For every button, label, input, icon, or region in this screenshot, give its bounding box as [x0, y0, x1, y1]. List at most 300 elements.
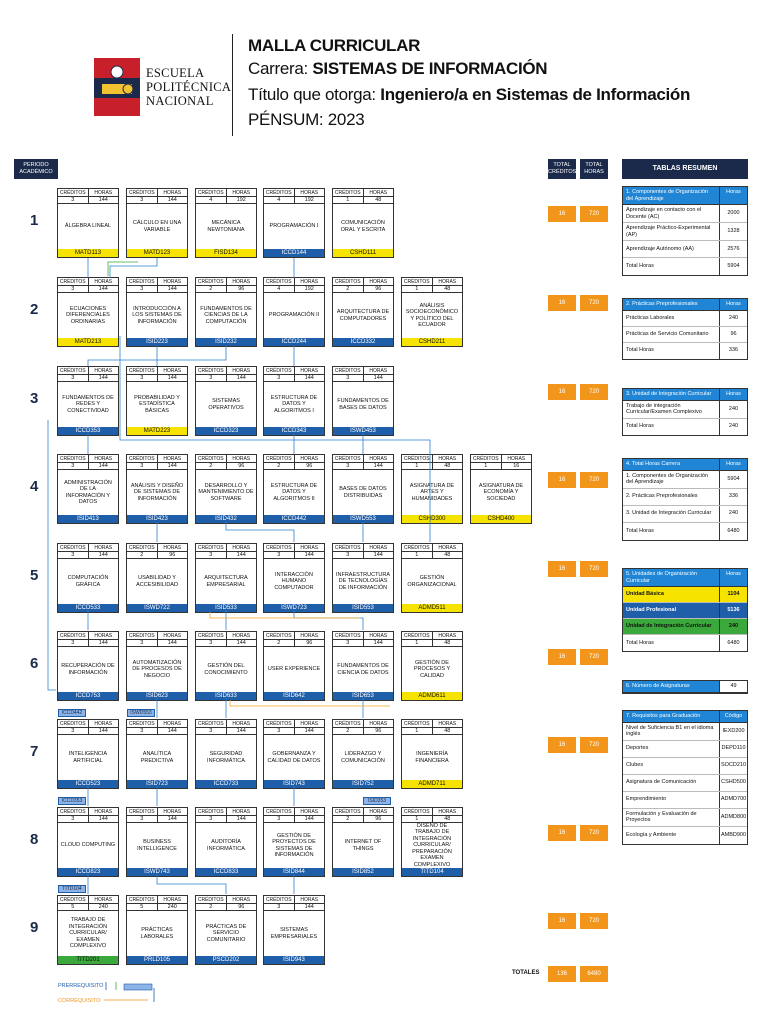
course-name: AUTOMATIZACIÓN DE PROCESOS DE NEGOCIO — [132, 659, 182, 679]
period-total-credits: 16 — [548, 825, 576, 841]
course-credits: 3 — [196, 552, 227, 558]
hours-label: HORAS — [300, 190, 319, 196]
course-code: ISID553 — [333, 604, 393, 612]
course-credits: 2 — [127, 552, 158, 558]
summary-row-value: ADMD700 — [719, 792, 747, 808]
period-total-credits: 16 — [548, 206, 576, 222]
course-code: CSHD400 — [471, 515, 531, 523]
course-name: ARQUITECTURA EMPRESARIAL — [204, 575, 248, 588]
period-total-hours: 720 — [580, 825, 608, 841]
summary-row-value: 240 — [719, 401, 747, 418]
course-card — [263, 895, 325, 965]
course-card — [57, 807, 119, 877]
course-code: ISID633 — [196, 692, 256, 700]
course-card — [401, 631, 463, 701]
course-credits: 3 — [264, 552, 295, 558]
course-credits: 1 — [402, 640, 433, 646]
credits-label: CRÉDITOS — [58, 189, 89, 196]
grand-total-hours: 6480 — [580, 966, 608, 982]
credits-label: CRÉDITOS — [333, 720, 364, 727]
course-credits: 3 — [264, 904, 295, 910]
summary-table-column: Horas — [719, 389, 747, 400]
summary-row-value: 240 — [719, 311, 747, 326]
credits-label: CRÉDITOS — [196, 720, 227, 727]
course-name: ANÁLISIS SOCIOECONÓMICO Y POLÍTICO DEL ECUADOR — [405, 302, 459, 328]
summary-table-column: 49 — [719, 681, 747, 692]
credits-label: CRÉDITOS — [127, 632, 158, 639]
course-code: ISWD723 — [264, 604, 324, 612]
credits-label: CRÉDITOS — [127, 544, 158, 551]
summary-row-label: 2. Prácticas Preprofesionales — [626, 493, 698, 500]
course-name: BUSINESS INTELLIGENCE — [137, 839, 177, 852]
hours-label: HORAS — [300, 545, 319, 551]
summary-table — [622, 298, 748, 360]
summary-table-title: 7. Requisitos para Graduación — [626, 713, 701, 719]
credits-label: CRÉDITOS — [264, 189, 295, 196]
hours-label: HORAS — [163, 633, 182, 639]
course-credits: 2 — [333, 816, 364, 822]
course-code: ISID723 — [127, 780, 187, 788]
course-code: ISID844 — [264, 868, 324, 876]
summary-row-value: 240 — [719, 506, 747, 522]
course-credits: 2 — [196, 286, 227, 292]
course-hours: 144 — [167, 286, 177, 292]
course-hours: 144 — [167, 816, 177, 822]
hours-label: HORAS — [94, 456, 113, 462]
period-total-credits: 16 — [548, 295, 576, 311]
course-name: USABILIDAD Y ACCESIBILIDAD — [136, 575, 178, 588]
course-card — [263, 454, 325, 524]
course-name: FUNDAMENTOS DE BASES DE DATOS — [337, 398, 389, 411]
course-credits: 2 — [196, 904, 227, 910]
hours-label: HORAS — [232, 279, 251, 285]
period-total-hours: 720 — [580, 649, 608, 665]
course-card — [195, 366, 257, 436]
course-code: ISID232 — [196, 338, 256, 346]
course-credits: 1 — [333, 197, 364, 203]
course-name: PROGRAMACIÓN I — [269, 223, 319, 230]
course-hours: 96 — [375, 816, 382, 822]
hours-label: HORAS — [369, 279, 388, 285]
hours-label: HORAS — [369, 809, 388, 815]
period-number: 7 — [30, 743, 39, 760]
course-name: PROGRAMACIÓN II — [268, 312, 320, 319]
credits-label: CRÉDITOS — [264, 544, 295, 551]
summary-row-label: Total Horas — [626, 527, 654, 534]
course-card — [195, 631, 257, 701]
course-credits: 3 — [333, 640, 364, 646]
course-hours: 144 — [167, 640, 177, 646]
summary-table-column: Horas — [719, 459, 747, 470]
hours-label: HORAS — [94, 633, 113, 639]
course-credits: 3 — [58, 375, 89, 381]
institution-name — [146, 66, 231, 108]
course-card — [57, 895, 119, 965]
course-credits: 3 — [264, 375, 295, 381]
course-code: ADMD511 — [402, 604, 462, 612]
course-hours: 144 — [373, 552, 383, 558]
course-credits: 1 — [402, 286, 433, 292]
course-card — [126, 454, 188, 524]
header-divider — [232, 34, 233, 136]
hours-label: HORAS — [163, 456, 182, 462]
course-code: CSHD300 — [402, 515, 462, 523]
course-hours: 144 — [304, 375, 314, 381]
course-hours: 240 — [167, 904, 177, 910]
prerequisite-tag: TITD104 — [58, 885, 86, 893]
period-number: 2 — [30, 301, 39, 318]
course-credits: 3 — [58, 463, 89, 469]
credits-label: CRÉDITOS — [402, 720, 433, 727]
period-total-credits: 16 — [548, 472, 576, 488]
credits-label: CRÉDITOS — [196, 367, 227, 374]
course-code: CSHD111 — [333, 249, 393, 257]
course-hours: 144 — [98, 375, 108, 381]
course-code: TITD104 — [402, 868, 462, 876]
course-card — [263, 366, 325, 436]
course-card — [263, 807, 325, 877]
course-name: GESTIÓN DE PROYECTOS DE SISTEMAS DE INFORMACIÓN — [272, 832, 316, 858]
period-total-credits: 16 — [548, 561, 576, 577]
course-code: ISWD553 — [333, 515, 393, 523]
course-name: GESTIÓN DE PROCESOS Y CALIDAD — [413, 659, 451, 679]
credits-label: CRÉDITOS — [127, 808, 158, 815]
course-card — [126, 543, 188, 613]
course-code: ISID943 — [264, 956, 324, 964]
course-credits: 1 — [402, 816, 433, 822]
logo-line-1: ESCUELA — [146, 66, 205, 80]
credits-label: CRÉDITOS — [402, 455, 433, 462]
credits-label: CRÉDITOS — [196, 896, 227, 903]
summary-row-value: 336 — [719, 489, 747, 505]
course-hours: 96 — [238, 286, 245, 292]
course-name: DESARROLLO Y MANTENIMIENTO DE SOFTWARE — [198, 482, 254, 502]
summary-row-value: 96 — [719, 327, 747, 342]
summary-row-value: 5904 — [719, 258, 747, 275]
summary-row-label: 3. Unidad de Integración Curricular — [626, 510, 712, 517]
course-code: ICCD733 — [196, 780, 256, 788]
period-number: 6 — [30, 655, 39, 672]
course-name: PROBABILIDAD Y ESTADÍSTICA BÁSICAS — [134, 394, 180, 414]
course-card — [126, 631, 188, 701]
course-card — [332, 188, 394, 258]
hours-label: HORAS — [369, 368, 388, 374]
summary-row-value: 336 — [719, 343, 747, 359]
hours-label: HORAS — [163, 721, 182, 727]
summary-row-label: Unidad Básica — [626, 591, 664, 598]
course-hours: 144 — [98, 640, 108, 646]
hours-label: HORAS — [94, 721, 113, 727]
course-name: DISEÑO DE TRABAJO DE INTEGRACIÓN CURRICULAR/ PREPARACIÓN EXAMEN COMPLEXIVO — [412, 822, 452, 868]
course-name: ASIGNATURA DE ECONOMÍA Y SOCIEDAD — [478, 482, 524, 502]
totals-label: TOTALES — [512, 970, 540, 976]
course-hours: 96 — [169, 552, 176, 558]
course-code: ISID743 — [264, 780, 324, 788]
course-name: GOBERNANZA Y CALIDAD DE DATOS — [267, 751, 321, 764]
summary-row-value: 6480 — [719, 635, 747, 651]
summary-table-column: Horas — [719, 569, 747, 586]
hours-label: HORAS — [94, 190, 113, 196]
credits-label: CRÉDITOS — [402, 278, 433, 285]
course-code: ICCD244 — [264, 338, 324, 346]
summary-row-label: Prácticas Laborales — [626, 314, 675, 321]
career-name: SISTEMAS DE INFORMACIÓN — [312, 59, 548, 78]
hours-label: HORAS — [232, 633, 251, 639]
hours-label: HORAS — [300, 456, 319, 462]
course-code: ISWD453 — [333, 427, 393, 435]
summary-table-title: 2. Prácticas Preprofesionales — [626, 301, 698, 307]
grand-total-credits: 136 — [548, 966, 576, 982]
course-code: ICCD442 — [264, 515, 324, 523]
hours-label: HORAS — [163, 809, 182, 815]
course-credits: 3 — [333, 552, 364, 558]
course-credits: 3 — [196, 375, 227, 381]
course-hours: 240 — [98, 904, 108, 910]
course-code: ICCD533 — [58, 604, 118, 612]
summary-row-value: SOCD210 — [719, 758, 747, 774]
summary-row-label: Aprendizaje en contacto con el Docente (AC) — [626, 207, 702, 220]
course-hours: 144 — [304, 816, 314, 822]
summary-table-title: 6. Número de Asignaturas — [626, 683, 690, 689]
course-credits: 1 — [471, 463, 502, 469]
course-hours: 96 — [375, 286, 382, 292]
course-card — [263, 543, 325, 613]
course-card — [57, 366, 119, 436]
course-credits: 3 — [196, 728, 227, 734]
course-hours: 96 — [375, 728, 382, 734]
summary-row-value: 1104 — [719, 587, 747, 602]
credits-label: CRÉDITOS — [264, 896, 295, 903]
course-card — [57, 188, 119, 258]
course-name: GESTIÓN ORGANIZACIONAL — [407, 575, 457, 588]
hours-label: HORAS — [163, 190, 182, 196]
summary-row-label: Total Horas — [626, 423, 654, 430]
course-code: ICCD823 — [58, 868, 118, 876]
course-hours: 48 — [444, 552, 451, 558]
course-hours: 144 — [98, 286, 108, 292]
credits-label: CRÉDITOS — [333, 632, 364, 639]
period-total-credits: 16 — [548, 913, 576, 929]
summary-row-value: CSHD500 — [719, 775, 747, 791]
course-credits: 3 — [127, 286, 158, 292]
hours-label: HORAS — [438, 279, 457, 285]
hours-label: HORAS — [369, 721, 388, 727]
summary-title: TABLAS RESUMEN — [622, 159, 748, 179]
course-credits: 4 — [196, 197, 227, 203]
course-credits: 2 — [333, 728, 364, 734]
course-card — [195, 543, 257, 613]
course-credits: 3 — [58, 640, 89, 646]
hours-label: HORAS — [369, 190, 388, 196]
hours-label: HORAS — [369, 633, 388, 639]
course-name: SISTEMAS OPERATIVOS — [208, 398, 244, 411]
hours-label: HORAS — [232, 190, 251, 196]
course-credits: 1 — [402, 728, 433, 734]
summary-row-label: Clubes — [626, 762, 644, 769]
period-total-hours: 720 — [580, 206, 608, 222]
hours-label: HORAS — [163, 897, 182, 903]
hours-label: HORAS — [300, 897, 319, 903]
course-code: FISD134 — [196, 249, 256, 257]
summary-row-label: Ecología y Ambiente — [626, 831, 677, 838]
course-credits: 3 — [127, 197, 158, 203]
summary-row-value: 240 — [719, 419, 747, 435]
legend-prerequisite: PRERREQUISITO — [58, 983, 104, 989]
course-code: ICCD144 — [264, 249, 324, 257]
course-card — [332, 719, 394, 789]
course-code: ISID642 — [264, 692, 324, 700]
hours-label: HORAS — [232, 721, 251, 727]
course-card — [195, 895, 257, 965]
credits-label: CRÉDITOS — [196, 808, 227, 815]
course-credits: 3 — [333, 375, 364, 381]
course-card — [126, 895, 188, 965]
course-credits: 3 — [127, 728, 158, 734]
course-card — [195, 188, 257, 258]
credits-label: CRÉDITOS — [58, 896, 89, 903]
course-name: INTRODUCCIÓN A LOS SISTEMAS DE INFORMACIÓN — [132, 305, 182, 325]
course-hours: 144 — [373, 375, 383, 381]
course-credits: 2 — [264, 463, 295, 469]
course-name: INTELIGENCIA ARTIFICIAL — [68, 751, 108, 764]
hours-label: HORAS — [232, 456, 251, 462]
summary-row-label: Total Horas — [626, 639, 654, 646]
course-name: RECUPERACIÓN DE INFORMACIÓN — [61, 663, 115, 676]
summary-row-value: 2576 — [719, 241, 747, 257]
summary-row-label: Trabajo de integración Curricular/Examen Complexivo — [626, 402, 702, 415]
course-card — [263, 277, 325, 347]
course-code: ISID533 — [196, 604, 256, 612]
summary-row-label: Nivel de Suficiencia B1 en el idioma inglés — [626, 724, 714, 737]
summary-row-label: Unidad de Integración Curricular — [626, 623, 712, 630]
credits-label: CRÉDITOS — [127, 189, 158, 196]
credits-label: CRÉDITOS — [196, 278, 227, 285]
course-name: COMPUTACIÓN GRÁFICA — [67, 575, 109, 588]
course-hours: 144 — [373, 463, 383, 469]
hours-label: HORAS — [232, 368, 251, 374]
course-credits: 1 — [402, 463, 433, 469]
degree-name: Ingeniero/a en Sistemas de Información — [380, 85, 691, 104]
course-hours: 144 — [304, 904, 314, 910]
summary-row-label: Asignatura de Comunicación — [626, 779, 697, 786]
degree-line — [248, 85, 690, 105]
course-card — [57, 454, 119, 524]
course-name: COMUNICACIÓN ORAL Y ESCRITA — [340, 220, 386, 233]
course-name: SISTEMAS EMPRESARIALES — [270, 927, 318, 940]
career-prefix: Carrera: — [248, 59, 308, 78]
course-code: ISID432 — [196, 515, 256, 523]
hours-label: HORAS — [369, 456, 388, 462]
summary-table-title: 1. Componentes de Organización del Aprendizaje — [626, 189, 708, 202]
credits-label: CRÉDITOS — [58, 278, 89, 285]
career-line — [248, 59, 547, 79]
course-credits: 2 — [196, 463, 227, 469]
course-card — [126, 277, 188, 347]
course-hours: 144 — [236, 552, 246, 558]
summary-table — [622, 680, 748, 694]
course-code: PSCD202 — [196, 956, 256, 964]
summary-table — [622, 458, 748, 541]
credits-label: CRÉDITOS — [58, 544, 89, 551]
hours-label: HORAS — [94, 279, 113, 285]
course-hours: 144 — [373, 640, 383, 646]
prerequisite-tag: ISID353 — [363, 797, 391, 805]
course-name: ADMINISTRACIÓN DE LA INFORMACIÓN Y DATOS — [64, 479, 112, 505]
course-card — [126, 807, 188, 877]
course-hours: 144 — [167, 463, 177, 469]
prerequisite-tag: ICCD442 — [58, 709, 86, 717]
period-number: 9 — [30, 919, 39, 936]
summary-table-title: 4. Total Horas Carrera — [626, 461, 681, 467]
course-card — [332, 631, 394, 701]
course-hours: 48 — [444, 463, 451, 469]
course-credits: 2 — [333, 286, 364, 292]
course-name: CÁLCULO EN UNA VARIABLE — [132, 220, 182, 233]
course-hours: 144 — [236, 640, 246, 646]
credits-label: CRÉDITOS — [264, 632, 295, 639]
course-code: ISID223 — [127, 338, 187, 346]
course-name: ESTRUCTURA DE DATOS Y ALGORITMOS II — [270, 482, 318, 502]
course-name: ESTRUCTURA DE DATOS Y ALGORITMOS I — [270, 394, 318, 414]
course-credits: 3 — [58, 728, 89, 734]
course-card — [401, 277, 463, 347]
hours-label: HORAS — [438, 721, 457, 727]
course-name: INGENIERÍA FINANCIERA — [415, 751, 449, 764]
period-total-credits: 16 — [548, 737, 576, 753]
summary-row-label: Unidad Profesional — [626, 607, 677, 614]
summary-row-label: Formulación y Evaluación de Proyectos — [626, 810, 697, 823]
pensum-line: PÉNSUM: 2023 — [248, 110, 365, 129]
course-name: FUNDAMENTOS DE CIENCIA DE DATOS — [337, 663, 389, 676]
course-name: CLOUD COMPUTING — [60, 842, 116, 849]
course-code: ISWD743 — [127, 868, 187, 876]
course-card — [401, 807, 463, 877]
course-hours: 144 — [167, 197, 177, 203]
credits-label: CRÉDITOS — [333, 278, 364, 285]
course-credits: 3 — [127, 463, 158, 469]
credits-label: CRÉDITOS — [58, 367, 89, 374]
course-code: CSHD211 — [402, 338, 462, 346]
credits-label: CRÉDITOS — [264, 278, 295, 285]
course-card — [57, 277, 119, 347]
period-number: 4 — [30, 478, 39, 495]
course-name: INFRAESTRUCTURA DE TECNOLOGÍAS DE INFORMACIÓN — [335, 571, 391, 591]
course-card — [57, 631, 119, 701]
hours-label: HORAS — [232, 897, 251, 903]
course-credits: 1 — [402, 552, 433, 558]
hours-label: HORAS — [438, 633, 457, 639]
course-hours: 144 — [236, 816, 246, 822]
hours-label: HORAS — [94, 545, 113, 551]
credits-label: CRÉDITOS — [196, 189, 227, 196]
course-credits: 3 — [196, 816, 227, 822]
course-card — [332, 543, 394, 613]
summary-table-column: Horas — [719, 299, 747, 310]
course-name: GESTIÓN DEL CONOCIMIENTO — [204, 663, 248, 676]
course-code: PRLD105 — [127, 956, 187, 964]
hours-label: HORAS — [163, 279, 182, 285]
period-total-credits: 16 — [548, 649, 576, 665]
period-header: PERIODO ACADÉMICO — [14, 159, 58, 179]
course-credits: 3 — [58, 286, 89, 292]
course-name: MECÁNICA NEWTONIANA — [207, 220, 245, 233]
course-code: ISID852 — [333, 868, 393, 876]
course-credits: 3 — [58, 816, 89, 822]
summary-row-value: 5904 — [719, 471, 747, 488]
summary-row-value: 1328 — [719, 223, 747, 240]
course-hours: 144 — [98, 728, 108, 734]
hours-label: HORAS — [438, 456, 457, 462]
